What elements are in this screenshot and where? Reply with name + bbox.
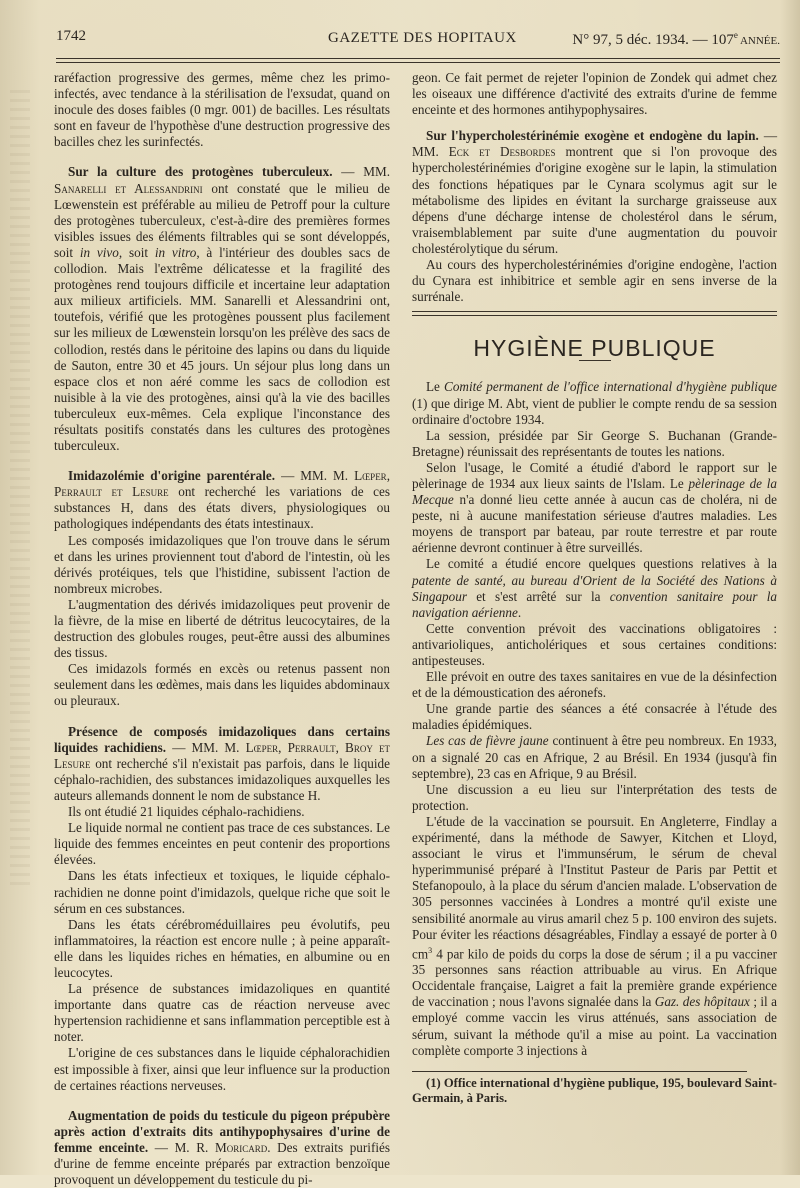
journal-title: GAZETTE DES HOPITAUX (328, 30, 517, 46)
margin-shading (10, 90, 30, 890)
paragraph: Ces imidazols formés en excès ou retenus passent non seulement dans les œdèmes, mais dans les liquides abdominaux ou pleuraux. (54, 661, 390, 709)
paragraph: Le Comité permanent de l'office international d'hygiène publique (1) que dirige M. Abt, vient de publier le compte rendu de sa session ordinaire d'octobre 1934. (412, 379, 777, 427)
section-hypercholesterinemia: Sur l'hypercholestérinémie exogène et endogène du lapin. — MM. Eck et Desbordes montrent que si l'on provoque des hypercholestérinémies d'origine exogène sur le lapin, la stimulation des fonctions hépatiques par le Cynara scolymus agit sur le métabolisme des lipides en évitant la surcharge graisseuse aux dépens d'une décharge intense de cholestérol dans le sérum, vraisemblablement par suite d'une augmentation du pouvoir cholestérolytique du sérum. (412, 128, 778, 256)
left-column (54, 70, 390, 1188)
paragraph: Les composés imidazoliques que l'on trouve dans le sérum et dans les urines proviennent tout d'abord de l'intestin, où les dérivés protéiques, tels que l'histidine, subissent l'action de nombreux microbes. (54, 532, 390, 596)
paragraph: geon. Ce fait permet de rejeter l'opinion de Zondek qui admet chez les oiseaux une différence d'activité des extraits d'urine de femme enceinte et des hormones antihypophysaires. (412, 70, 777, 118)
paragraph: La session, présidée par Sir George S. Buchanan (Grande-Bretagne) réunissait des représentants de toutes les nations. (412, 427, 777, 459)
footnote-rule (412, 1071, 747, 1072)
authors: Sanarelli et Alessandrini (54, 180, 203, 196)
section-tuberculous-protogens: Sur la culture des protogènes tuberculeux. — MM. Sanarelli et Alessandrini ont constaté que le milieu de Lœwenstein est préférable au milieu de Petroff pour la culture des protogènes tuberculeux, c'est-à-dire des premières formes visibles issues des éléments filtrables qui se sont développés, soit in vivo, soit in vitro, à l'intérieur des doubles sacs de collodion. Mais l'extrême délicatesse et la fragilité des protogènes rend toujours difficile et incertaine leur adaptation aux milieux artificiels. MM. Sanarelli et Alessandrini ont, toutefois, vérifié que les protogènes poussent plus facilement sur les milieux de Lœwenstein lorsqu'on les prélève des sacs de collodion, restés dans le péritoine des lapins ou dans du liquide de Sauton, entre 30 et 45 jours. Un séjour plus long dans un espace clos et non aéré comme les sacs de collodion est nuisible à la vie des protogènes, ainsi qu'à la vie des bacilles tuberculeux eux-mêmes. Cela explique l'inconstance des résultats positifs constatés dans les cultures des protogènes tuberculeux. (54, 164, 390, 454)
paragraph: Les cas de fièvre jaune continuent à être peu nombreux. En 1933, on a signalé 20 cas en Afrique, 2 au Brésil. En 1934 (jusqu'à fin septembre), 23 cas en Afrique, 9 au Brésil. (412, 733, 777, 781)
issue-year: ANNÉE. (737, 35, 780, 47)
page-number: 1742 (56, 28, 86, 44)
section-imidazolemia: Imidazolémie d'origine parentérale. — MM. M. Lœper, Perrault et Lesure ont recherché les variations de ces substances H, dans des états divers, physiologiques ou pathologiques indépendants des états intestinaux. (54, 468, 391, 532)
issue-sup: e (733, 30, 738, 40)
section-title: Sur la culture des protogènes tuberculeux. (68, 164, 333, 180)
section-title: Augmentation de poids du testicule du pigeon prépubère après action d'extraits dits antihypophysaires d'urine de femme enceinte. (54, 1107, 390, 1155)
section-divider (412, 311, 777, 312)
paragraph: raréfaction progressive des germes, même chez les primo-infectés, avec tendance à la stérilisation de l'exsudat, quand on inocule des doses faibles (0 mgr. 001) de bacilles. Les résultats sont en faveur de l'hypothèse d'une destruction progressive des bacilles chez les surinfectés. (54, 70, 390, 150)
header-rule-2 (56, 62, 780, 63)
page-header (56, 28, 780, 52)
header-rule (56, 58, 780, 59)
authors: Moricard (214, 1139, 268, 1155)
section-imidazolic-compounds: Présence de composés imidazoliques dans certains liquides rachidiens. — MM. M. Lœper, Perrault, Broy et Lesure ont recherché s'il n'existait pas parfois, dans le liquide céphalo-rachidien, des substances imidazoliques auxquelles les auteurs allemands donnent le nom de substance H. (54, 723, 390, 803)
section-testicle-weight: Augmentation de poids du testicule du pigeon prépubère après action d'extraits dits antihypophysaires d'urine de femme enceinte. — M. R. Moricard. Des extraits purifiés d'urine de femme enceinte préparés par extraction benzoïque provoquent un développement du testicule du pi- (54, 1107, 390, 1188)
paragraph: L'augmentation des dérivés imidazoliques peut provenir de la fièvre, de la mise en liberté de détritus leucocytaires, de la destruction des globules rouges, peut-être aussi des albumines des tissus. (54, 596, 390, 661)
authors: Eck et Desbordes (448, 144, 556, 160)
paragraph: Elle prévoit en outre des taxes sanitaires en vue de la désinfection et de la démoustication des aéronefs. (412, 669, 777, 701)
paragraph: Ils ont étudié 21 liquides céphalo-rachidiens. (68, 804, 305, 820)
authors: Lœper, Perrault, Broy et Lesure (54, 739, 390, 771)
paragraph: Une grande partie des séances a été consacrée à l'étude des maladies épidémiques. (412, 701, 777, 733)
authors: Lœper, Perrault et Lesure (54, 468, 390, 500)
paragraph: Le comité a étudié encore quelques questions relatives à la patente de santé, au bureau d'Orient de la Société des Nations à Singapour et s'est arrêté sur la convention sanitaire pour la navigation aérienne. (412, 556, 777, 620)
paragraph: Une discussion a eu lieu sur l'interprétation des tests de protection. (412, 781, 777, 813)
issue-number: N° 97, 5 déc. 1934. — 107 (572, 32, 734, 48)
section-heading-hygiene: HYGIÈNE PUBLIQUE (473, 335, 716, 362)
paragraph: Cette convention prévoit des vaccinations obligatoires : antivarioliques, anticholériques et sous certaines conditions: antipesteuses. (412, 620, 777, 668)
section-title: Imidazolémie d'origine parentérale. (68, 468, 276, 484)
paragraph: Selon l'usage, le Comité a étudié d'abord le rapport sur le pèlerinage de 1934 aux lieux saints de l'Islam. Le pèlerinage de la Mecque n'a donné lieu cette année à aucun cas de choléra, ni de peste, ni à aucune manifestation sérieuse d'autres maladies. Les moyens de transport par bateau, par route terrestre et par route aérienne devront continuer à être surveillés. (412, 459, 777, 556)
paragraph: La présence de substances imidazoliques en quantité importante dans quatre cas de réaction nerveuse avec hypertension rachidienne et sans inflammation perceptible est à noter. (54, 981, 390, 1045)
section-title: Sur l'hypercholestérinémie exogène et endogène du lapin. (426, 128, 759, 144)
paragraph: Dans les états infectieux et toxiques, le liquide céphalo-rachidien ne donne point d'imidazols, quelque riche que soit le sérum en ces substances. (54, 868, 390, 916)
paragraph: Au cours des hypercholestérinémies d'origine endogène, l'action du Cynara est inhibitrice et semble agir en sens inverse de la surrénale. (412, 257, 777, 305)
paragraph: L'origine de ces substances dans le liquide céphalorachidien est impossible à fixer, ainsi que leur influence sur la production de certaines réactions nerveuses. (54, 1045, 390, 1093)
right-column (412, 70, 777, 1106)
paragraph: L'étude de la vaccination se poursuit. En Angleterre, Findlay a expérimenté, dans la méthode de Sawyer, Kitchen et Lloyd, associant le virus et l'immunsérum, le sérum de cheval hyperimmunisé préparé à l'Institut Pasteur de Paris par Pettit et Stefanopoulo, à la place du sérum d'ancien malade. L'observation de 305 personnes vaccinées à Londres a montré qu'il existe une sensibilité anormale au virus amaril chez 5 p. 100 environ des sujets. Pour éviter les réactions désagréables, Findlay a essayé de porter à 0 $cm^3$ 4 par kilo de poids du corps la dose de sérum ; il a pu vacciner 35 personnes sans réaction attribuable au virus. En Afrique Occidentale française, Laigret a fait la première grande expérience de vaccination ; nous l'avons signalée dans la Gaz. des hôpitaux ; il a employé comme vaccin les virus atténués, sans association de sérum, suivant la méthode qu'il a mise au point. La vaccination complète comporte 3 injections à (412, 813, 777, 1058)
footnote: (1) Office international d'hygiène publique, 195, boulevard Saint-Germain, à Paris. (412, 1075, 777, 1105)
paragraph: Dans les états cérébroméduillaires peu évolutifs, peu inflammatoires, la réaction est encore nulle ; à peine apparaît-elle dans les liquides riches en hématies, en albumine ou en leucocytes. (54, 916, 390, 980)
section-divider-2 (412, 315, 777, 316)
paragraph: Le liquide normal ne contient pas trace de ces substances. Le liquide des femmes enceintes en peut contenir des proportions élevées. (54, 820, 390, 868)
issue-info (572, 30, 780, 49)
section-title: Présence de composés imidazoliques dans certains liquides rachidiens. (54, 723, 390, 755)
